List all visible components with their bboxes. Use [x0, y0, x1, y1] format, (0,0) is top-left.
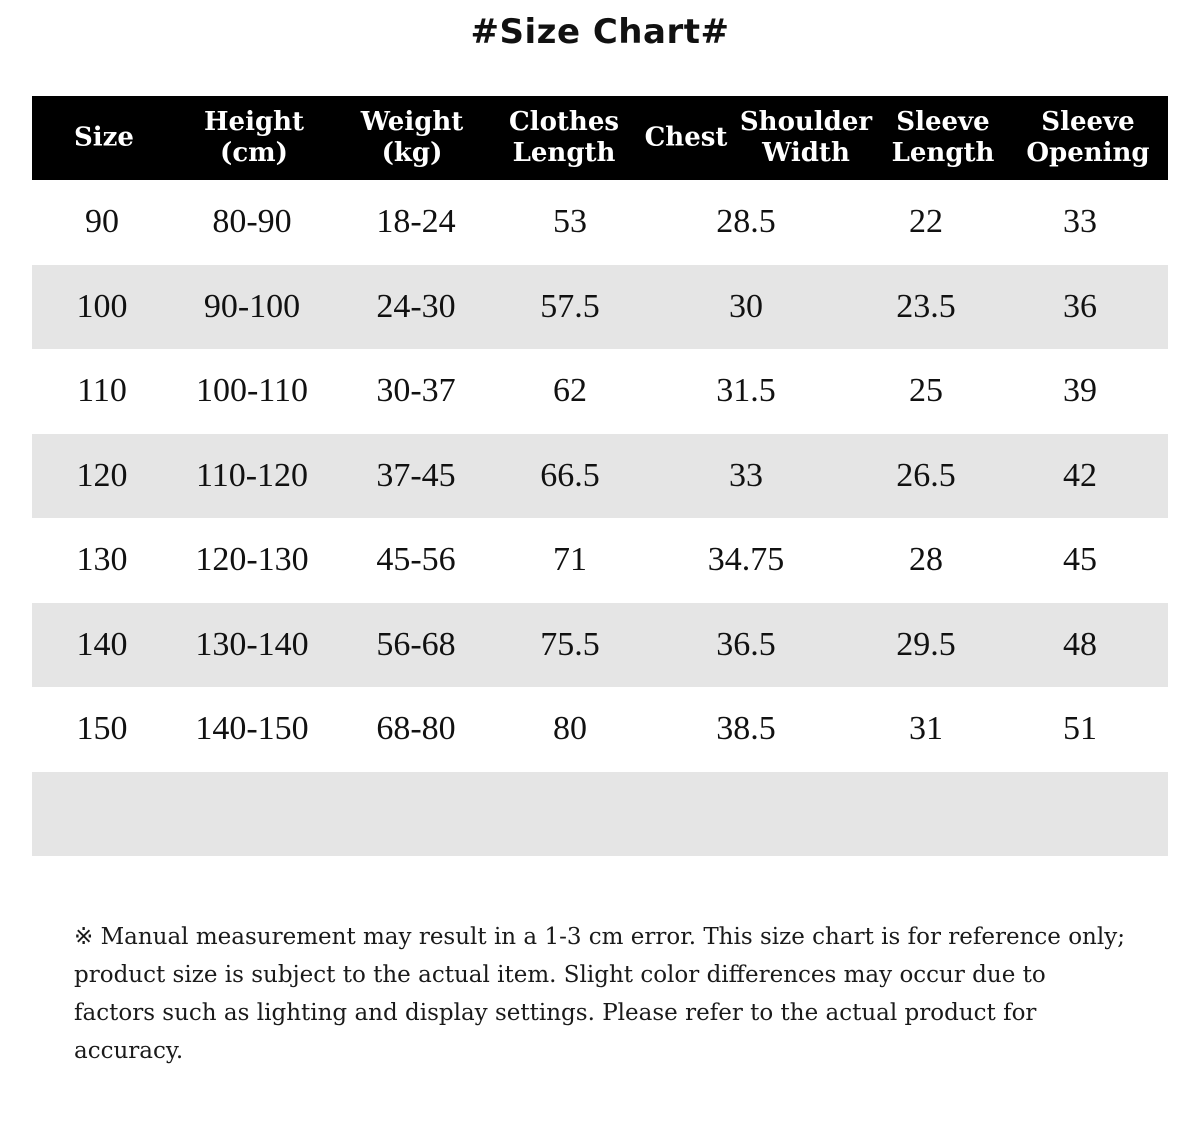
table-cell: 57.5	[540, 287, 600, 325]
column-header-line: (kg)	[381, 138, 443, 168]
table-row	[32, 434, 1168, 519]
table-row	[32, 349, 1168, 434]
size-chart-table	[32, 96, 1168, 856]
table-cell: 36	[1063, 287, 1097, 325]
table-cell: 38.5	[716, 710, 776, 748]
table-cell: 23.5	[896, 287, 956, 325]
table-cell: 130	[76, 541, 128, 579]
table-cell: 110	[77, 372, 127, 410]
table-cell: 75.5	[540, 625, 600, 663]
column-header-line: Height	[203, 107, 305, 137]
column-header	[645, 123, 728, 154]
table-cell: 25	[909, 372, 943, 410]
column-header	[509, 107, 619, 169]
column-header	[1026, 107, 1149, 169]
table-cell: 80-90	[212, 203, 292, 241]
table-body	[32, 180, 1168, 856]
table-cell: 34.75	[707, 541, 785, 579]
table-cell: 90-100	[203, 287, 301, 325]
table-cell: 37-45	[376, 456, 456, 494]
table-cell: 150	[76, 710, 128, 748]
table-cell: 110-120	[195, 456, 309, 494]
column-header	[740, 107, 872, 169]
table-cell: 80	[553, 710, 587, 748]
column-header-line: Chest	[644, 122, 728, 153]
column-header-line: Width	[762, 138, 850, 168]
table-row	[32, 180, 1168, 265]
column-header-line: Clothes	[508, 107, 620, 137]
column-header-line: Size	[74, 122, 134, 153]
table-cell: 48	[1063, 625, 1097, 663]
column-header-line: (cm)	[220, 138, 288, 168]
table-cell: 33	[729, 456, 763, 494]
table-cell: 36.5	[716, 625, 776, 663]
table-cell: 120-130	[195, 541, 309, 579]
column-header-line: Weight	[360, 107, 464, 137]
table-cell: 22	[909, 203, 943, 241]
table-cell: 31.5	[716, 372, 776, 410]
table-cell: 33	[1063, 203, 1097, 241]
column-header	[74, 123, 134, 154]
table-cell: 30	[729, 287, 763, 325]
table-cell: 100-110	[195, 372, 309, 410]
table-cell: 45-56	[376, 541, 456, 579]
column-header-line: Opening	[1026, 138, 1150, 168]
column-header-line: Shoulder	[739, 107, 873, 137]
table-row	[32, 687, 1168, 772]
column-header-line: Sleeve	[1041, 107, 1135, 137]
table-cell: 66.5	[540, 456, 600, 494]
table-cell: 120	[76, 456, 128, 494]
table-row-empty	[32, 772, 1168, 857]
column-header-line: Sleeve	[896, 107, 990, 137]
table-cell: 51	[1063, 710, 1097, 748]
table-row	[32, 603, 1168, 688]
page-title: #Size Chart#	[470, 12, 730, 52]
table-cell: 29.5	[896, 625, 956, 663]
table-cell: 18-24	[376, 203, 456, 241]
table-cell: 130-140	[195, 625, 309, 663]
table-row	[32, 518, 1168, 603]
column-header	[204, 107, 304, 169]
table-cell: 28	[909, 541, 943, 579]
table-cell: 71	[553, 541, 587, 579]
table-cell: 62	[553, 372, 587, 410]
table-cell: 140-150	[195, 710, 309, 748]
column-header	[892, 107, 995, 169]
table-cell: 68-80	[376, 710, 456, 748]
table-cell: 42	[1063, 456, 1097, 494]
table-cell: 28.5	[716, 203, 776, 241]
column-header-line: Length	[512, 138, 616, 168]
table-cell: 56-68	[376, 625, 456, 663]
table-cell: 45	[1063, 541, 1097, 579]
table-cell: 30-37	[376, 372, 456, 410]
table-cell: 31	[909, 710, 943, 748]
table-cell: 53	[553, 203, 587, 241]
table-cell: 140	[76, 625, 128, 663]
table-header	[32, 96, 1168, 180]
table-cell: 100	[76, 287, 128, 325]
column-header	[361, 107, 464, 169]
table-cell: 26.5	[896, 456, 956, 494]
column-header-line: Length	[891, 138, 995, 168]
table-row	[32, 265, 1168, 350]
table-cell: 39	[1063, 372, 1097, 410]
table-cell: 24-30	[376, 287, 456, 325]
disclaimer-note: ※ Manual measurement may result in a 1-3 cm error. This size chart is for reference only; product size is subject to the actual item. Slight color differences may occur due to factors such as lighting and display settings. Please refer to the actual product for accuracy.	[74, 924, 1125, 1064]
table-cell: 90	[85, 203, 119, 241]
